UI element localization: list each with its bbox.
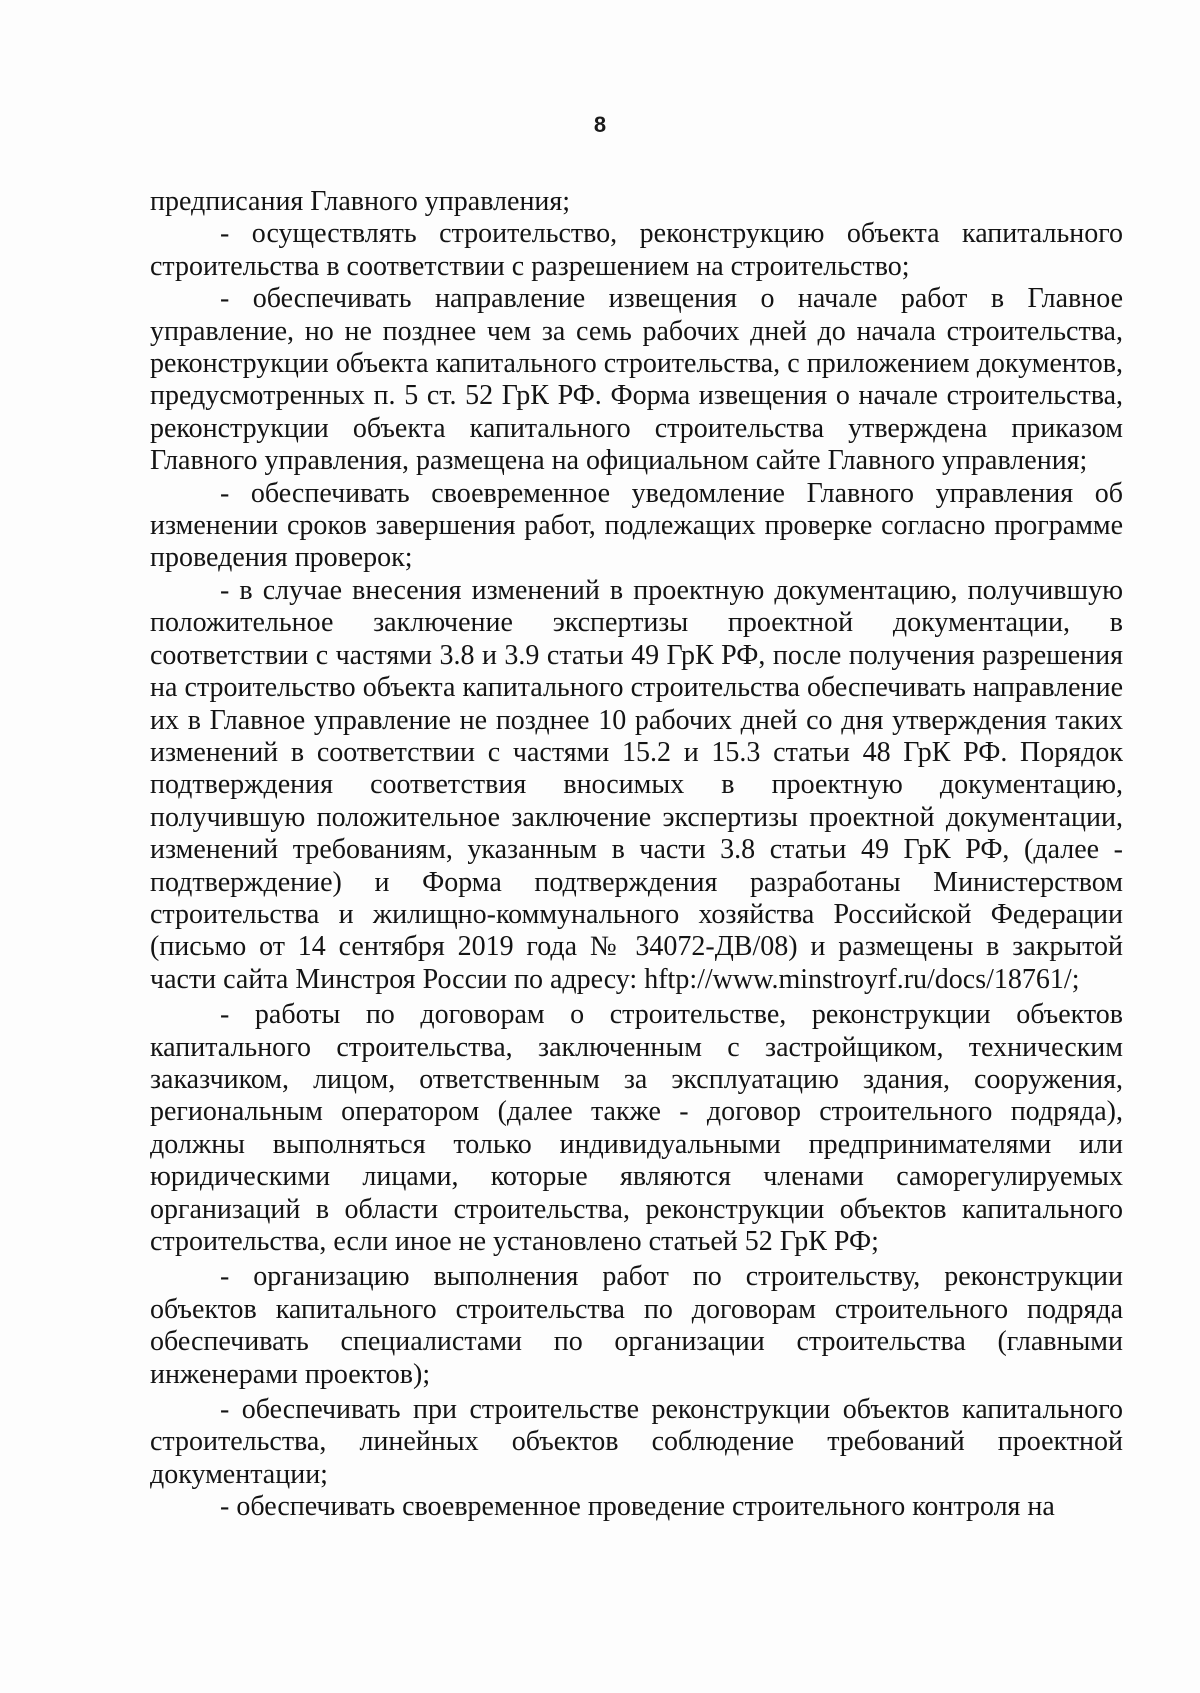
paragraph-continuation: предписания Главного управления;	[150, 186, 571, 217]
paragraph-sro-contractors: - работы по договорам о строительстве, реконструкции объектов капитального строительства, заключенным с застройщиком, техническим заказчиком, лицом, ответственным за эксплуатацию здания, сооружения, региональным оператором (далее также - договор строительного подряда), должны выполняться только индивидуальными предпринимателями или юридическими лицами, которые являются членами саморегулируемых организаций в области строительства, реконструкции объектов капитального строительства, если иное не установлено статьей 52 ГрК РФ;	[150, 999, 1123, 1257]
paragraph-chief-engineers: - организацию выполнения работ по строительству, реконструкции объектов капитального строительства по договорам строительного подряда обеспечивать специалистами по организации строительства (главными инженерами проектов);	[150, 1261, 1123, 1390]
paragraph-project-compliance: - обеспечивать при строительстве реконструкции объектов капитального строительства, линейных объектов соблюдение требований проектной документации;	[150, 1394, 1123, 1490]
paragraph-construction-per-permit: - осуществлять строительство, реконструкцию объекта капитального строительства в соответствии с разрешением на строительство;	[150, 218, 1123, 282]
paragraph-start-notice: - обеспечивать направление извещения о начале работ в Главное управление, но не позднее чем за семь рабочих дней до начала строительства, реконструкции объекта капитального строительства, с приложением документов, предусмотренных п. 5 ст. 52 ГрК РФ. Форма извещения о начале строительства, реконструкции объекта капитального строительства утверждена приказом Главного управления, размещена на официальном сайте Главного управления;	[150, 283, 1123, 477]
paragraph-project-doc-changes: - в случае внесения изменений в проектную документацию, получившую положительное заключение экспертизы проектной документации, в соответствии с частями 3.8 и 3.9 статьи 49 ГрК РФ, после получения разрешения на строительство объекта капитального строительства обеспечивать направление их в Главное управление не позднее 10 рабочих дней со дня утверждения таких изменений в соответствии с частями 15.2 и 15.3 статьи 48 ГрК РФ. Порядок подтверждения соответствия вносимых в проектную документацию, получившую положительное заключение экспертизы проектной документации, изменений требованиям, указанным в части 3.8 статьи 49 ГрК РФ, (далее - подтверждение) и Форма подтверждения разработаны Министерством строительства и жилищно-коммунального хозяйства Российской Федерации (письмо от 14 сентября 2019 года № 34072-ДВ/08) и размещены в закрытой части сайта Минстроя России по адресу: hftp://www.minstroyrf.ru/docs/18761/;	[150, 574, 1123, 995]
page-number: 8	[593, 112, 607, 137]
paragraph-deadline-change-notice: - обеспечивать своевременное уведомление Главного управления об изменении сроков завершения работ, подлежащих проверке согласно программе проведения проверок;	[150, 477, 1123, 574]
document-body	[150, 186, 1123, 1524]
paragraph-construction-control: - обеспечивать своевременное проведение строительного контроля на	[220, 1491, 1055, 1523]
